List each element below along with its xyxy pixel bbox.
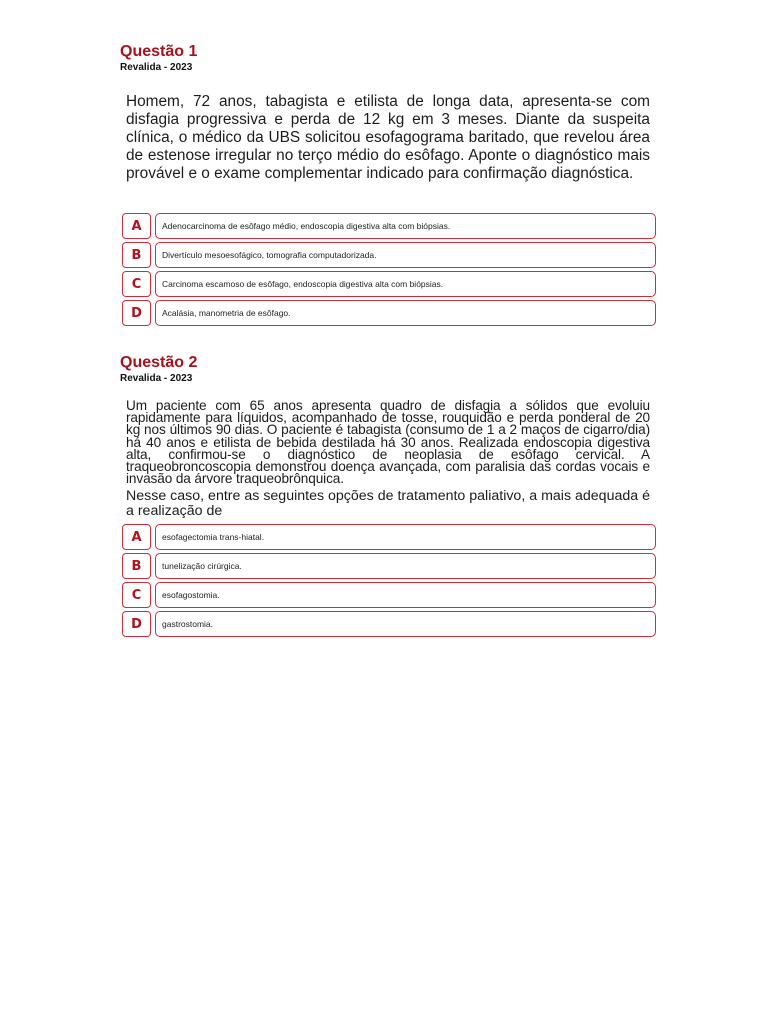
- question-source: Revalida - 2023: [120, 62, 193, 73]
- question-prompt: Nesse caso, entre as seguintes opções de tratamento paliativo, a mais adequada é a realização de: [126, 488, 650, 519]
- option-letter[interactable]: D: [122, 611, 151, 637]
- question-title: Questão 1: [120, 43, 198, 60]
- option-letter[interactable]: D: [122, 300, 151, 326]
- question-1: [120, 42, 656, 321]
- question-statement: Um paciente com 65 anos apresenta quadro de disfagia a sólidos que evoluiu rapidamente para líquidos, acompanhado de tosse, rouquidão e perda ponderal de 20 kg nos últimos 90 dias. O paciente é tabagista (consumo de 1 a 2 maços de cigarro/dia) há 40 anos e etilista de bebida destilada há 30 anos. Realizada endoscopia digestiva alta, confirmou-se o diagnóstico de neoplasia de esôfago cervical. A traqueobroncoscopia demonstrou doença avançada, com paralisia das cordas vocais e invasão da árvore traqueobrônquica.: [126, 398, 650, 487]
- question-source: Revalida - 2023: [120, 373, 193, 384]
- option-text[interactable]: Carcinoma escamoso de esôfago, endoscopia digestiva alta com biópsias.: [155, 271, 656, 297]
- question-2: [120, 353, 656, 632]
- option-letter[interactable]: A: [122, 524, 151, 550]
- option-b[interactable]: [122, 242, 656, 268]
- question-statement: Homem, 72 anos, tabagista e etilista de longa data, apresenta-se com disfagia progressiva e perda de 12 kg em 3 meses. Diante da suspeita clínica, o médico da UBS solicitou esofagograma baritado, que revelou área de estenose irregular no terço médio do esôfago. Aponte o diagnóstico mais provável e o exame complementar indicado para confirmação diagnóstica.: [126, 93, 650, 182]
- option-text[interactable]: esofagostomia.: [155, 582, 656, 608]
- option-a[interactable]: [122, 213, 656, 239]
- option-text[interactable]: Adenocarcinoma de esôfago médio, endoscopia digestiva alta com biópsias.: [155, 213, 656, 239]
- option-a[interactable]: [122, 524, 656, 550]
- option-c[interactable]: [122, 582, 656, 608]
- option-text[interactable]: tunelização cirúrgica.: [155, 553, 656, 579]
- option-letter[interactable]: C: [122, 582, 151, 608]
- option-b[interactable]: [122, 553, 656, 579]
- option-c[interactable]: [122, 271, 656, 297]
- option-letter[interactable]: B: [122, 242, 151, 268]
- answer-options: [122, 213, 656, 329]
- question-title: Questão 2: [120, 354, 198, 371]
- option-letter[interactable]: B: [122, 553, 151, 579]
- option-d[interactable]: [122, 300, 656, 326]
- option-d[interactable]: [122, 611, 656, 637]
- option-letter[interactable]: A: [122, 213, 151, 239]
- option-text[interactable]: Divertículo mesoesofágico, tomografia computadorizada.: [155, 242, 656, 268]
- option-text[interactable]: Acalásia, manometria de esôfago.: [155, 300, 656, 326]
- option-text[interactable]: esofagectomia trans-hiatal.: [155, 524, 656, 550]
- answer-options: [122, 524, 656, 640]
- option-text[interactable]: gastrostomia.: [155, 611, 656, 637]
- option-letter[interactable]: C: [122, 271, 151, 297]
